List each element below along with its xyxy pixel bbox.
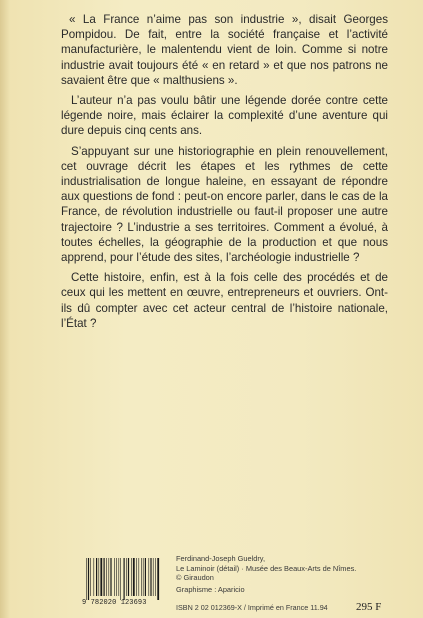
blurb-paragraph-2: L’auteur n’a pas voulu bâtir une légende dorée contre cette légende noire, mais éclairer la complexité d’une aventure qui dure depuis cinq cents ans. xyxy=(61,94,388,138)
barcode xyxy=(82,558,164,610)
blurb-paragraph-4: Cette histoire, enfin, est à la fois celle des procédés et de ceux qui les mettent en œuvre, entrepreneurs et ouvriers. Ont-ils dû compter avec cet acteur central de l’histoire nationale, l’État ? xyxy=(61,271,388,330)
price: 295 F xyxy=(356,601,382,613)
blurb-paragraph-1: « La France n’aime pas son industrie », disait Georges Pompidou. De fait, entre la société française et l’activité manufacturière, le malentendu vient de loin. Comme si notre industrie avait toujours été « en retard » et que nos patrons ne savaient être que « malthusiens ». xyxy=(61,13,388,87)
spine-shadow xyxy=(0,0,10,618)
barcode-bars-icon xyxy=(86,558,162,600)
back-cover-blurb xyxy=(61,12,388,336)
credit-artist: Ferdinand-Joseph Gueldry, xyxy=(176,554,266,563)
credit-copyright: © Giraudon xyxy=(176,573,214,583)
credit-artwork: Le Laminoir (détail) · Musée des Beaux-Arts de Nîmes. xyxy=(176,563,357,573)
isbn-line: ISBN 2 02 012369-X / Imprimé en France 11.94 xyxy=(176,603,328,612)
image-credits xyxy=(176,554,386,594)
barcode-number: 9 782020 123693 xyxy=(82,599,147,607)
blurb-paragraph-3: S’appuyant sur une historiographie en plein renouvellement, cet ouvrage décrit les étapes et les rythmes de cette industrialisation de longue haleine, en essayant de répondre aux questions de fond : peut-on encore parler, dans le cas de la France, de révolution industrielle ou faut-il proposer une autre trajectoire ? L’industrie a ses territoires. Comment a évolué, à toutes échelles, la géographie de la production et que nous apprend, pour l’étude des sites, l’archéologie industrielle ? xyxy=(61,144,388,265)
credit-design: Graphisme : Aparicio xyxy=(176,584,245,594)
